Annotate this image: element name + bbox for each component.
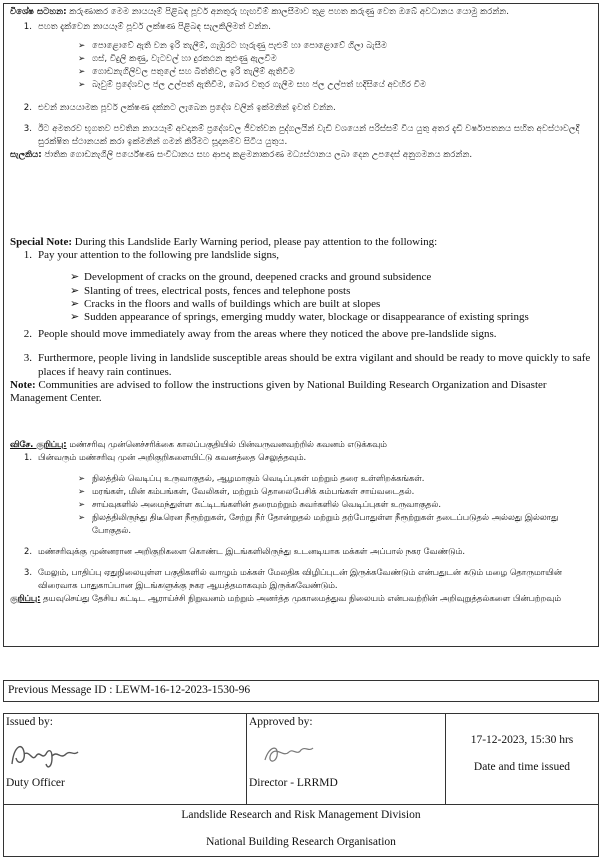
list-item: ➢ நிலத்தில் வெடிப்பு உருவாகுதல், ஆழமாகும் வெடிப்புகள் மற்றும் தரை உள்ளிறக்கங்கள். — [78, 473, 425, 483]
datetime-label: Date and time issued — [473, 761, 571, 773]
previous-message-id: Previous Message ID : LEWM-16-12-2023-1530-96 — [8, 684, 251, 696]
sinhala-item-1: 1. පහත දැක්වෙන නායයෑම් පූර්ව ලක්ෂණ පිළිබඳ සැලකිලිමත් වන්න. — [23, 22, 272, 32]
sinhala-section — [10, 6, 592, 162]
tamil-item-2: 2. மண்சரிவுக்கு முன்னரான அறிகுறிகளை கொண்ட இடங்களிலிருந்து உடனடியாக மக்கள் அப்பால் நகர வேண்டும். — [24, 546, 465, 556]
english-item-2: 2. People should move immediately away from the areas where they noticed the above pre-landslide signs. — [23, 328, 497, 341]
list-item: ➢ மரங்கள், மின் கம்பங்கள், வேலிகள், மற்றும் தொலைபேசிக் கம்பங்கள் சாய்வடைதல். — [78, 486, 415, 496]
duty-officer-signature — [8, 736, 88, 774]
sinhala-bullets — [78, 40, 592, 92]
director-signature — [259, 738, 319, 768]
issued-by-cell — [3, 713, 247, 805]
list-item: ➢ சாய்வுகளில் அமைந்துள்ள கட்டிடங்களின் தரைமற்றும் சுவர்களில் வெடிப்புகள் உருவாகுதல். — [78, 499, 441, 509]
list-item: ➢ Sudden appearance of springs, emerging muddy water, blockage or disappearance of existing springs — [70, 311, 529, 324]
organisation-name: National Building Research Organisation — [206, 836, 396, 848]
sinhala-heading: විශේෂ සටහන: — [10, 7, 67, 17]
sinhala-note: සැලකිය: ජාතික ගොඩනැගිලි පර්යේෂණ සංවිධානය සහ ආපදා කළමනාකරණ මධ්‍යස්ථානය ලබා දෙන උපදෙස් අනුගමනය කරන්න. — [10, 150, 473, 160]
list-item: ➢ Slanting of trees, electrical posts, fences and telephone posts — [70, 284, 351, 297]
english-bullets — [70, 271, 588, 324]
division-name: Landslide Research and Risk Management Division — [181, 809, 421, 821]
list-item: ➢ පොළොවේ ඇති වන ඉරි තැලීම්, ගැඹුරට හෑරුණු පැළුම් හා පොළොවේ ගිලා බැසීම — [78, 41, 388, 51]
list-item: ➢ நிலத்திலிருந்து திடீரென நீரூற்றுகள், சேற்று நீர் தோன்றுதல் மற்றும் தற்போதுள்ள நீரூற்றுகள் தடைப்படுதல் அல்லது இல்லாது போகுதல். — [78, 512, 559, 535]
issued-by-label: Issued by: — [6, 716, 53, 728]
tamil-bullets — [78, 472, 592, 537]
tamil-section — [10, 438, 592, 605]
list-item: ➢ ගොඩනැගිලිවල පතුලේ සහ බිත්තිවල ඉරි තැලීම් ඇතිවීම — [78, 67, 295, 77]
english-heading: Special Note: — [10, 236, 73, 248]
list-item: ➢ බෑවුම් ප්‍රදේශවල ජල උල්පත් ඇතිවීම, බොර වතුර ගැලීම සහ ජල උල්පත් හදිසියේ අවහිර වීම — [78, 80, 427, 90]
organisation-footer — [3, 804, 599, 857]
approved-by-cell — [246, 713, 446, 805]
english-section — [10, 236, 592, 405]
list-item: ➢ Development of cracks on the ground, deepened cracks and ground subsidence — [70, 271, 432, 284]
english-intro: Special Note: During this Landslide Early Warning period, please pay attention to the following: — [10, 236, 438, 248]
sinhala-intro: විශේෂ සටහන: කරුණාකර මෙම නායයෑම් පිළිබඳ පූර්ව අනතුරු හැඟවීම් කාලසීමාව තුළ පහත කරුණු වෙත ඔබේ අවධානය යොමු කරන්න. — [10, 7, 510, 17]
approved-by-label: Approved by: — [249, 716, 313, 728]
issued-by-role: Duty Officer — [6, 777, 65, 789]
english-item-1: 1. Pay your attention to the following pre landslide signs, — [23, 249, 280, 262]
sinhala-item-3: 3. ඊට අමතරව භූගතව පවතින නායයෑම් අවදානම් ප්‍රදේශවල ජීවත්වන පුද්ගලයින් වැඩි වශයෙන් පරිස්සම් විය යුතු අතර දැඩි වර්ෂාපතනය සහිත අවස්ථාවලදී සුරක්ෂිත ස්ථානයක් කරා ඉක්මනින් ගමන් කිරීමට සූදානම්ව සිටිය යුතුය. — [23, 124, 580, 147]
tamil-heading: விசே. குறிப்பு: — [10, 439, 67, 449]
tamil-note: குறிப்பு: தயவுசெய்து தேசிய கட்டிட ஆராய்ச்சி நிறுவனம் மற்றும் அனர்த்த முகாமைத்துவ நிலையம் என்பவற்றின் அறிவுறுத்தல்களை பின்பற்றவும் — [10, 593, 561, 603]
previous-message-box — [3, 680, 599, 702]
approved-by-role: Director - LRRMD — [249, 777, 338, 789]
tamil-item-3: 3. மேலும், பாதிப்பு ஏதுநிலையுள்ள பகுதிகளில் வாழும் மக்கள் மேலதிக விழிப்புடன் இருக்கவேண்டும் என்பதுடன் கடும் மழை தொருமாயின் விரைவாக பாதுகாப்பான இடங்களுக்கு நகர ஆயத்தமாகவும் இருக்கவேண்டும். — [24, 567, 562, 590]
tamil-intro: விசே. குறிப்பு: மண்சரிவு முன்னெச்சரிக்கை காலப்பகுதியில் பின்வருவனவற்றில் கவனம் எடுக்கவும் — [10, 439, 387, 449]
date-time-cell — [445, 713, 599, 805]
english-item-3: 3. Furthermore, people living in landslide susceptible areas should be extra vigilant and should be ready to move quickly to safe places if heavy rain continues. — [23, 352, 591, 378]
tamil-item-1: 1. பின்வரும் மண்சரிவு முன் அறிகுறிகளையிட்டு கவனத்தை செலுத்தவும். — [24, 452, 307, 462]
list-item: ➢ ගස්, විදුලි කණු, වැටවල් හා දුරකථන කුළුණු ඇලවීම — [78, 54, 277, 64]
list-item: ➢ Cracks in the floors and walls of buildings which are built at slopes — [70, 297, 381, 310]
issue-datetime: 17-12-2023, 15:30 hrs — [470, 734, 574, 746]
english-note: Note: Communities are advised to follow the instructions given by National Building Research Organization and Disaster Management Center. — [10, 378, 547, 405]
sinhala-item-2: 2. එවන් නායයාමක පූර්ව ලක්ෂණ දක්නට ලැබෙන ප්‍රදේශ වලින් ඉක්මනින් ඉවත් වන්න. — [23, 103, 336, 113]
